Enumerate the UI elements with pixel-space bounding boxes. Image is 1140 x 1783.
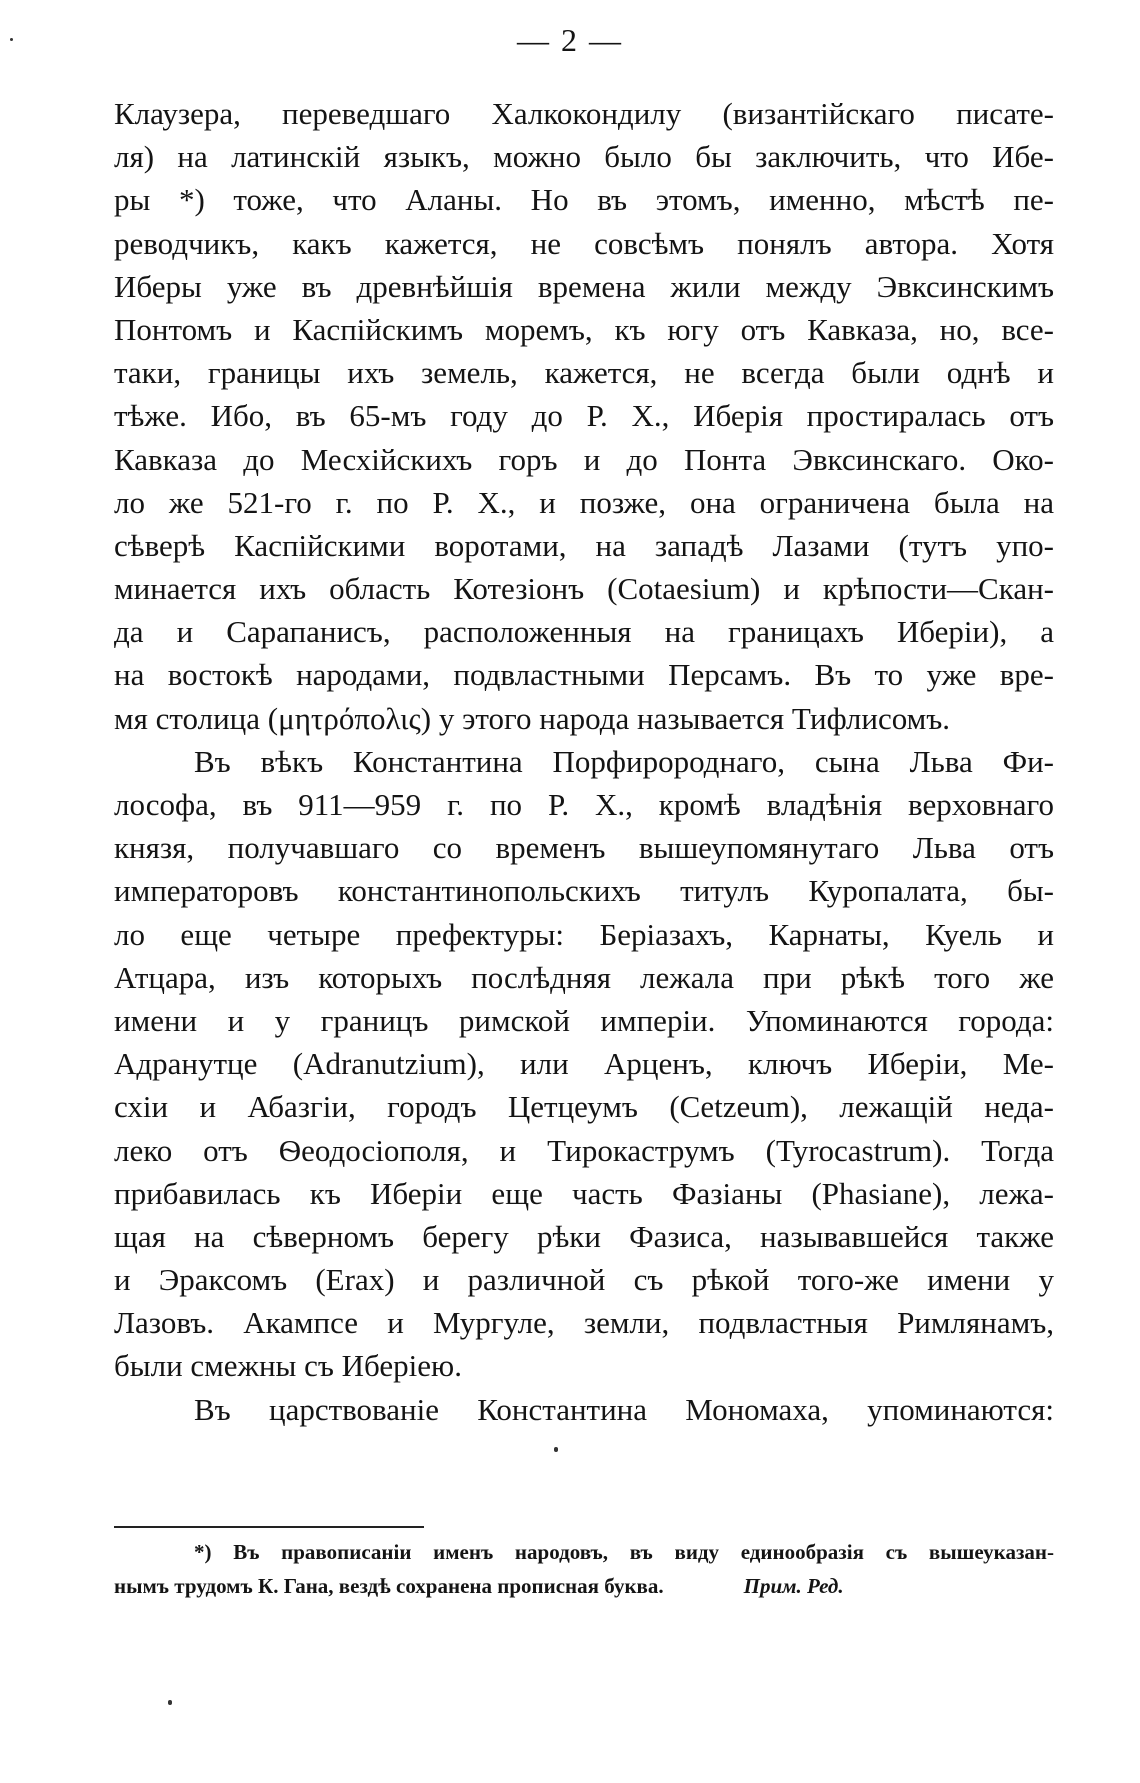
print-speck (168, 1700, 172, 1705)
text-line: и Эраксомъ (Erax) и различной съ рѣкой того-же имени у (114, 1262, 1054, 1298)
text-line: Лазовъ. Акампсе и Мургуле, земли, подвластныя Римлянамъ, (114, 1305, 1054, 1341)
footnote-divider (114, 1526, 424, 1528)
print-speck (10, 38, 13, 41)
editor-remark: Прим. Ред. (743, 1574, 844, 1598)
text-line: тѣже. Ибо, въ 65-мъ году до Р. Х., Иберія простиралась отъ (114, 398, 1054, 434)
paragraph-end-line: мя столица (μητρόπολις) у этого народа называется Тифлисомъ. (114, 700, 951, 736)
text-line: Адранутце (Adranutzium), или Арценъ, ключъ Иберіи, Ме- (114, 1046, 1054, 1082)
text-line: ло еще четыре префектуры: Беріазахъ, Карнаты, Куель и (114, 916, 1054, 952)
text-line: имени и у границъ римской имперіи. Упоминаются города: (114, 1002, 1054, 1038)
text-line: князя, получавшаго со временъ вышеупомянутаго Льва отъ (114, 830, 1054, 866)
text-line: лософа, въ 911—959 г. по Р. Х., кромѣ владѣнія верховнаго (114, 787, 1054, 822)
main-text (114, 92, 1054, 1431)
paragraph-end-line: были смежны съ Иберіею. (114, 1348, 462, 1384)
footnote-line (114, 1569, 1054, 1603)
text-line: Кавказа до Месхійскихъ горъ и до Понта Эвксинскаго. Око- (114, 441, 1054, 477)
text-line: да и Сарапанисъ, расположенныя на границахъ Иберіи), а (114, 614, 1054, 650)
text-line: Иберы уже въ древнѣйшія времена жили между Эвксинскимъ (114, 268, 1054, 304)
text-line: Атцара, изъ которыхъ послѣдняя лежала при рѣкѣ того же (114, 959, 1054, 995)
text-line: сѣверѣ Каспійскими воротами, на западѣ Лазами (тутъ упо- (114, 527, 1054, 563)
paragraph-start-line: Въ царствованіе Константина Мономаха, упоминаются: (194, 1391, 1054, 1427)
text-line: ло же 521-го г. по Р. Х., и позже, она ограничена была на (114, 484, 1054, 520)
text-line: ля) на латинскій языкъ, можно было бы заключить, что Ибе- (114, 139, 1054, 175)
paragraph-start-line: Въ вѣкъ Константина Порфиророднаго, сына Льва Фи- (194, 743, 1054, 779)
text-line: щая на сѣверномъ берегу рѣки Фазиса, называвшейся также (114, 1218, 1054, 1254)
text-line: ры *) тоже, что Аланы. Но въ этомъ, именно, мѣстѣ пе- (114, 182, 1054, 218)
text-line: на востокѣ народами, подвластными Персамъ. Въ то уже вре- (114, 657, 1054, 693)
text-line: леко отъ Ѳеодосіополя, и Тирокаструмъ (Tyrocastrum). Тогда (114, 1132, 1054, 1168)
text-line: Клаузера, переведшаго Халкокондилу (византійскаго писате- (114, 96, 1054, 131)
print-speck (554, 1447, 558, 1452)
text-line: императоровъ константинопольскихъ титулъ Куропалата, бы- (114, 873, 1054, 909)
text-line: реводчикъ, какъ кажется, не совсѣмъ понялъ автора. Хотя (114, 225, 1054, 261)
text-line: минается ихъ область Котезіонъ (Cotaesium) и крѣпости—Скан- (114, 571, 1054, 607)
text-line: таки, границы ихъ земель, кажется, не всегда были однѣ и (114, 355, 1054, 391)
page-number: — 2 — (517, 22, 623, 58)
footnote-line: *) Въ правописаніи именъ народовъ, въ виду единообразія съ вышеуказан- (194, 1540, 1054, 1564)
text-line: прибавилась къ Иберіи еще часть Фазіаны (Phasiane), лежа- (114, 1175, 1054, 1211)
footnote (114, 1535, 1054, 1603)
footnote-text: нымъ трудомъ К. Гана, вездѣ сохранена прописная буква. (114, 1574, 664, 1598)
text-line: схіи и Абазгіи, городъ Цетцеумъ (Cetzeum), лежащій неда- (114, 1089, 1054, 1125)
text-line: Понтомъ и Каспійскимъ моремъ, къ югу отъ Кавказа, но, все- (114, 311, 1054, 347)
